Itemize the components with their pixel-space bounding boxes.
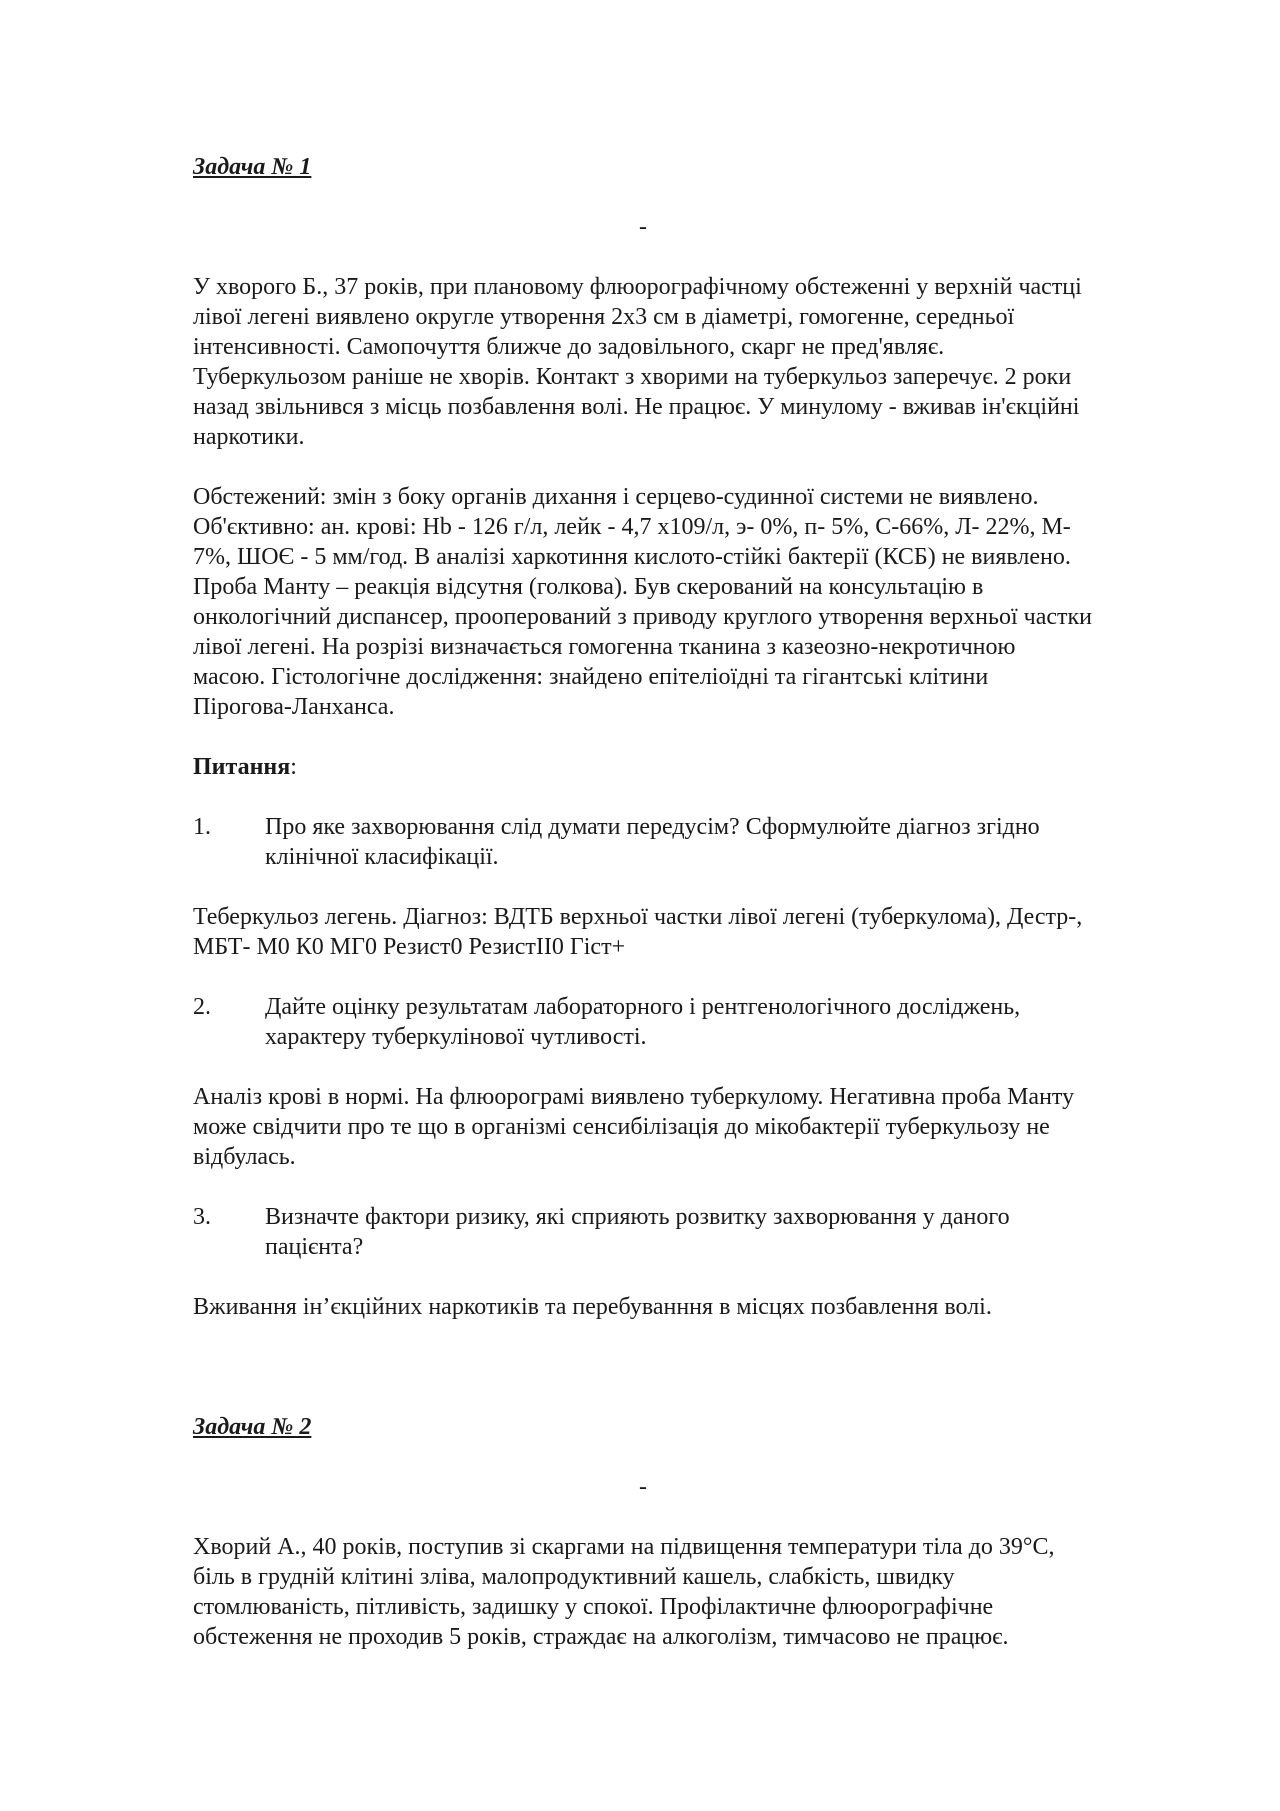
question-3 xyxy=(193,1202,1093,1262)
question-3-number: 3. xyxy=(193,1204,211,1230)
task2-separator: - xyxy=(639,1474,647,1500)
answer-3: Вживання ін’єкційних наркотиків та перебуванння в місцях позбавлення волі. xyxy=(193,1294,992,1320)
question-1-text: Про яке захворювання слід думати передусім? Сформулюйте діагноз згідно клінічної класифікації. xyxy=(265,814,1040,870)
questions-colon: : xyxy=(290,754,297,780)
question-2-number: 2. xyxy=(193,994,211,1020)
question-2-text: Дайте оцінку результатам лабораторного і рентгенологічного досліджень, характеру туберкулінової чутливості. xyxy=(265,994,1021,1050)
task1-questions-heading xyxy=(193,752,1093,782)
task1-case-description: У хворого Б., 37 років, при плановому флюорографічному обстеженні у верхній частці лівої легені виявлено округле утворення 2х3 см в діаметрі, гомогенне, середньої інтенсивності. Самопочуття ближче до задовільного, скарг не пред'являє. Туберкульозом раніше не хворів. Контакт з хворими на туберкульоз заперечує. 2 роки назад звільнився з місць позбавлення волі. Не працює. У минулому - вживав ін'єкційні наркотики. xyxy=(193,274,1082,450)
questions-label: Питання xyxy=(193,754,291,780)
document-content xyxy=(193,152,1093,1652)
question-2 xyxy=(193,992,1093,1052)
question-1-number: 1. xyxy=(193,814,211,840)
task2-title: Задача № 2 xyxy=(193,1414,312,1440)
answer-1: Теберкульоз легень. Діагноз: ВДТБ верхньої частки лівої легені (туберкулома), Дестр-, МБТ- М0 К0 МГ0 Резист0 РезистІІ0 Гіст+ xyxy=(193,904,1083,960)
answer-2: Аналіз крові в нормі. На флюорограмі виявлено туберкулому. Негативна проба Манту може свідчити про те що в організмі сенсибілізація до мікобактерії туберкульозу не відбулась. xyxy=(193,1084,1075,1170)
task1-separator: - xyxy=(639,214,647,240)
task1-examination: Обстежений: змін з боку органів дихання і серцево-судинної системи не виявлено. Об'єктивно: ан. крові: Hb - 126 г/л, лейк - 4,7 х109/л, э- 0%, п- 5%, С-66%, Л- 22%, М- 7%, ШОЄ - 5 мм/год. В аналізі харкотиння кислото-стійкі бактерії (КСБ) не виявлено. Проба Манту – реакція відсутня (голкова). Був скерований на консультацію в онкологічний диспансер, прооперований з приводу круглого утворення верхньої частки лівої легені. На розрізі визначається гомогенна тканина з казеозно-некротичною масою. Гістологічне дослідження: знайдено епітеліоїдні та гігантські клітини Пірогова-Ланханса. xyxy=(193,484,1092,720)
task1-title: Задача № 1 xyxy=(193,154,312,180)
question-1 xyxy=(193,812,1093,872)
question-3-text: Визначте фактори ризику, які сприяють розвитку захворювання у даного пацієнта? xyxy=(265,1204,1010,1260)
task2-case-description: Хворий А., 40 років, поступив зі скаргами на підвищення температури тіла до 39°С, біль в грудній клітині зліва, малопродуктивний кашель, слабкість, швидку стомлюваність, пітливість, задишку у спокої. Профілактичне флюорографічне обстеження не проходив 5 років, страждає на алкоголізм, тимчасово не працює. xyxy=(193,1534,1055,1650)
